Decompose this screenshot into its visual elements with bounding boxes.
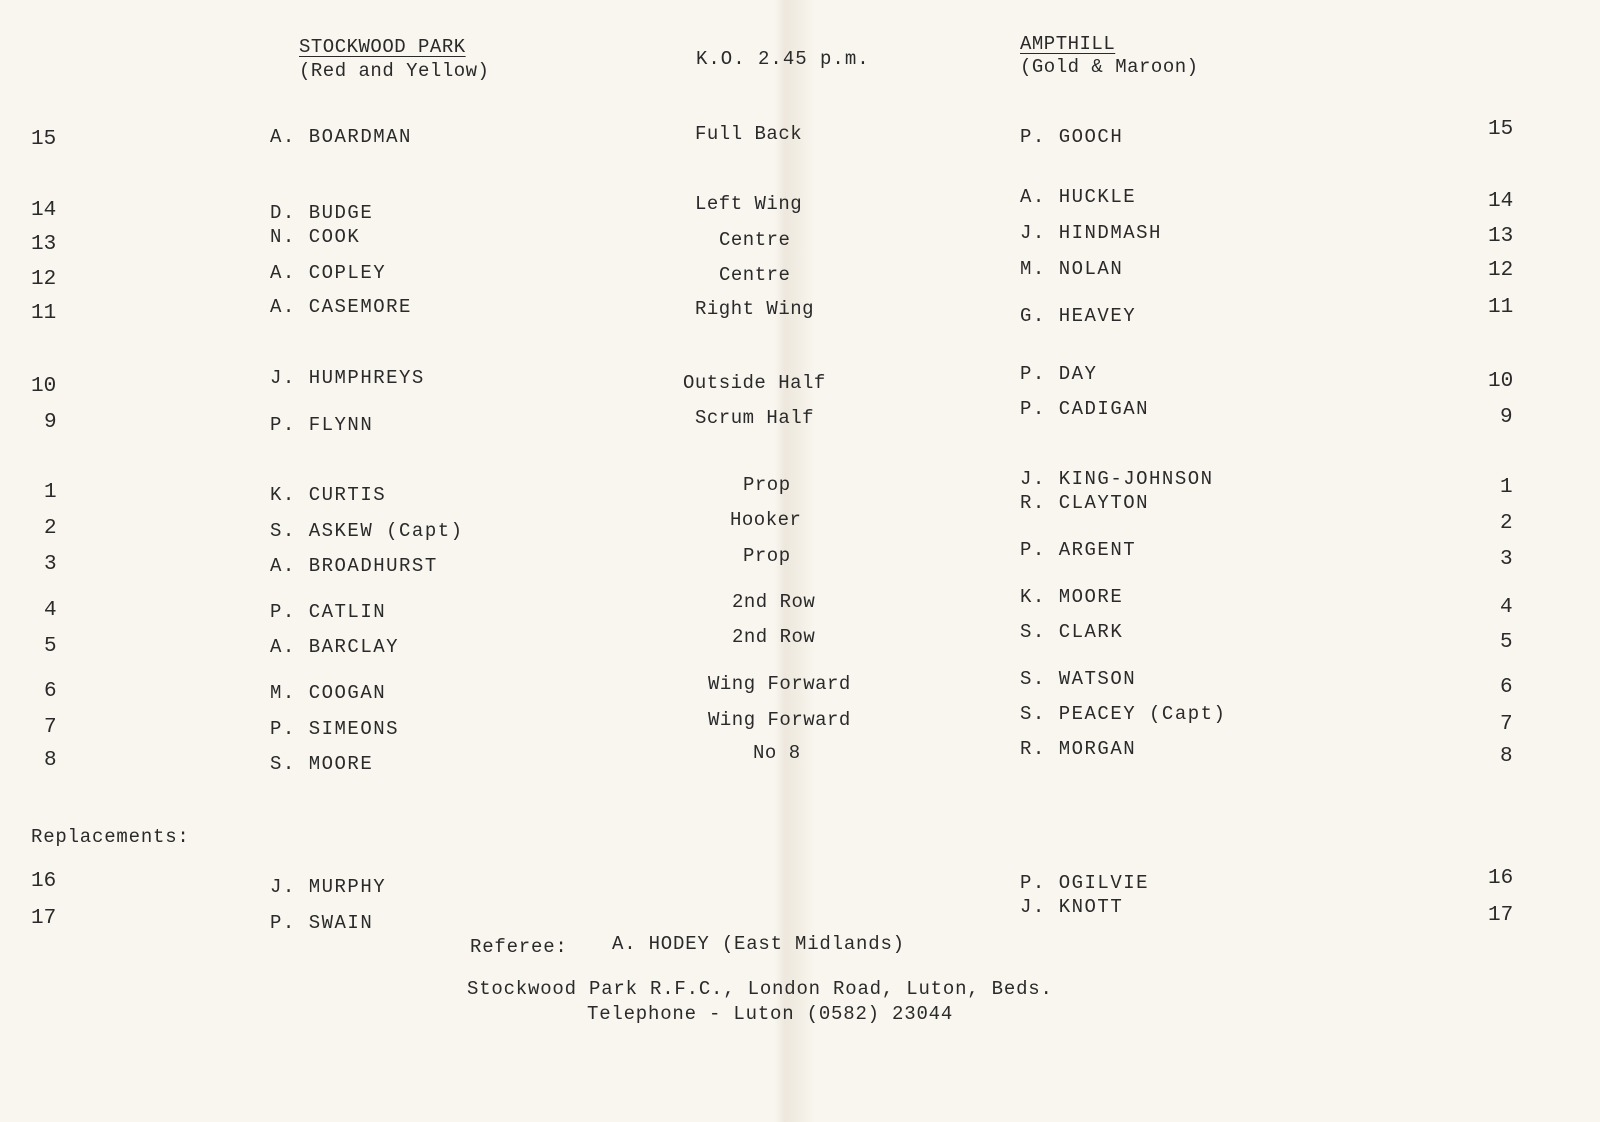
away-shirt-number: 4	[1500, 596, 1513, 619]
position-label: Centre	[719, 229, 791, 251]
position-label: 2nd Row	[732, 591, 816, 613]
home-shirt-number: 2	[44, 517, 57, 540]
home-player-name: J. HUMPHREYS	[270, 367, 425, 389]
home-shirt-number: 3	[44, 553, 57, 576]
away-player-name: P. ARGENT	[1020, 539, 1137, 561]
position-label: Hooker	[730, 509, 802, 531]
referee-label: Referee:	[470, 936, 568, 958]
replacement-away-number: 16	[1488, 867, 1514, 890]
position-label: Centre	[719, 264, 791, 286]
home-shirt-number: 5	[44, 635, 57, 658]
home-player-name: K. CURTIS	[270, 484, 387, 506]
position-label: Prop	[743, 474, 791, 496]
away-player-name: M. NOLAN	[1020, 258, 1124, 280]
home-shirt-number: 6	[44, 680, 57, 703]
away-player-name: R. CLAYTON	[1020, 492, 1150, 514]
position-label: Wing Forward	[708, 709, 851, 731]
home-shirt-number: 15	[31, 128, 57, 151]
away-team-colours: (Gold & Maroon)	[1020, 56, 1199, 78]
replacement-away-player: J. KNOTT	[1020, 896, 1124, 918]
away-shirt-number: 3	[1500, 548, 1513, 571]
replacement-home-player: J. MURPHY	[270, 876, 387, 898]
home-player-name: A. BOARDMAN	[270, 126, 412, 148]
away-shirt-number: 14	[1488, 190, 1514, 213]
position-label: No 8	[753, 742, 801, 764]
home-player-name: P. SIMEONS	[270, 718, 400, 740]
home-player-name: A. BARCLAY	[270, 636, 400, 658]
away-shirt-number: 6	[1500, 676, 1513, 699]
away-shirt-number: 11	[1488, 296, 1514, 319]
away-shirt-number: 12	[1488, 259, 1514, 282]
home-shirt-number: 11	[31, 302, 57, 325]
home-player-name: D. BUDGE	[270, 202, 374, 224]
kickoff-time: K.O. 2.45 p.m.	[696, 48, 870, 70]
home-player-name: A. CASEMORE	[270, 296, 412, 318]
away-shirt-number: 13	[1488, 225, 1514, 248]
home-shirt-number: 4	[44, 599, 57, 622]
away-player-name: S. CLARK	[1020, 621, 1124, 643]
away-shirt-number: 7	[1500, 713, 1513, 736]
replacement-home-player: P. SWAIN	[270, 912, 374, 934]
position-label: Outside Half	[683, 372, 826, 394]
home-player-name: S. MOORE	[270, 753, 374, 775]
away-player-name: J. KING-JOHNSON	[1020, 468, 1214, 490]
away-shirt-number: 1	[1500, 476, 1513, 499]
away-player-name: R. MORGAN	[1020, 738, 1137, 760]
referee-name: A. HODEY (East Midlands)	[612, 933, 905, 955]
position-label: Left Wing	[695, 193, 803, 215]
away-shirt-number: 9	[1500, 406, 1513, 429]
away-shirt-number: 10	[1488, 370, 1514, 393]
away-shirt-number: 8	[1500, 745, 1513, 768]
home-team-colours: (Red and Yellow)	[299, 60, 490, 82]
away-player-name: A. HUCKLE	[1020, 186, 1137, 208]
home-shirt-number: 13	[31, 233, 57, 256]
home-player-name: A. COPLEY	[270, 262, 387, 284]
replacements-label: Replacements:	[31, 826, 190, 848]
home-player-name: M. COOGAN	[270, 682, 387, 704]
home-shirt-number: 10	[31, 375, 57, 398]
club-address: Stockwood Park R.F.C., London Road, Luton, Beds.	[467, 978, 1053, 1000]
home-shirt-number: 9	[44, 411, 57, 434]
replacement-away-number: 17	[1488, 904, 1514, 927]
home-player-name: P. CATLIN	[270, 601, 387, 623]
home-player-name: S. ASKEW (Capt)	[270, 520, 464, 542]
position-label: Scrum Half	[695, 407, 815, 429]
home-shirt-number: 1	[44, 481, 57, 504]
away-team-name: AMPTHILL	[1020, 33, 1116, 55]
home-shirt-number: 7	[44, 716, 57, 739]
position-label: 2nd Row	[732, 626, 816, 648]
position-label: Right Wing	[695, 298, 815, 320]
club-telephone: Telephone - Luton (0582) 23044	[587, 1003, 954, 1025]
away-shirt-number: 15	[1488, 118, 1514, 141]
away-player-name: S. WATSON	[1020, 668, 1137, 690]
away-player-name: J. HINDMASH	[1020, 222, 1162, 244]
away-player-name: S. PEACEY (Capt)	[1020, 703, 1227, 725]
position-label: Prop	[743, 545, 791, 567]
home-shirt-number: 14	[31, 199, 57, 222]
away-player-name: P. DAY	[1020, 363, 1098, 385]
replacement-home-number: 16	[31, 870, 57, 893]
position-label: Wing Forward	[708, 673, 851, 695]
home-shirt-number: 8	[44, 749, 57, 772]
away-player-name: P. GOOCH	[1020, 126, 1124, 148]
replacement-away-player: P. OGILVIE	[1020, 872, 1150, 894]
home-player-name: A. BROADHURST	[270, 555, 438, 577]
replacement-home-number: 17	[31, 907, 57, 930]
away-player-name: P. CADIGAN	[1020, 398, 1150, 420]
home-shirt-number: 12	[31, 268, 57, 291]
away-shirt-number: 2	[1500, 512, 1513, 535]
home-player-name: P. FLYNN	[270, 414, 374, 436]
away-player-name: G. HEAVEY	[1020, 305, 1137, 327]
away-shirt-number: 5	[1500, 631, 1513, 654]
home-team-name: STOCKWOOD PARK	[299, 36, 466, 58]
home-player-name: N. COOK	[270, 226, 361, 248]
away-player-name: K. MOORE	[1020, 586, 1124, 608]
position-label: Full Back	[695, 123, 803, 145]
